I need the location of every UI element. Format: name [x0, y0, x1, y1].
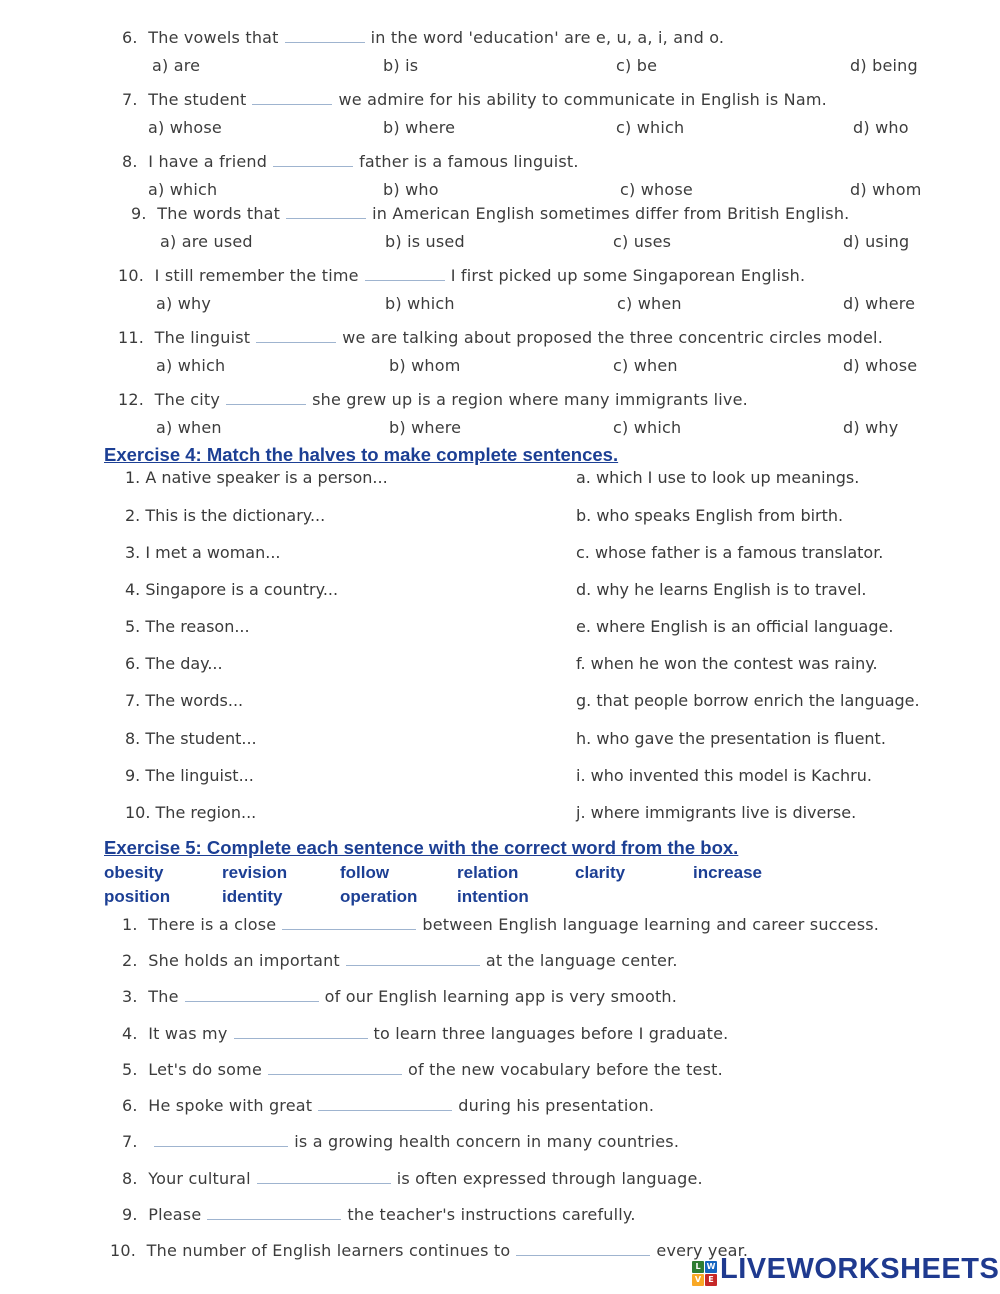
- option-c[interactable]: c) when: [613, 356, 678, 375]
- match-right-item[interactable]: h. who gave the presentation is fluent.: [576, 729, 886, 748]
- ex5-q8: [122, 1169, 703, 1188]
- q-num: 6.: [122, 1096, 138, 1115]
- q-post: of the new vocabulary before the test.: [408, 1060, 723, 1079]
- option-c[interactable]: c) when: [617, 294, 682, 313]
- q-post: I first picked up some Singaporean English.: [450, 266, 806, 285]
- q-pre: The words that: [157, 204, 281, 223]
- answer-blank[interactable]: [286, 204, 366, 219]
- option-d[interactable]: d) where: [843, 294, 916, 313]
- ex5-q4: [122, 1024, 728, 1043]
- option-d[interactable]: d) why: [843, 418, 899, 437]
- answer-blank[interactable]: [252, 90, 332, 105]
- answer-blank[interactable]: [226, 390, 306, 405]
- logo-icon-letter: W: [706, 1262, 716, 1271]
- match-right-item[interactable]: b. who speaks English from birth.: [576, 506, 844, 525]
- option-a[interactable]: a) which: [156, 356, 226, 375]
- ex5-q2: [122, 951, 678, 970]
- logo-icon-letter: L: [692, 1261, 704, 1273]
- answer-blank[interactable]: [207, 1205, 341, 1220]
- match-left-item[interactable]: 1. A native speaker is a person...: [125, 468, 388, 487]
- option-b[interactable]: b) where: [389, 418, 462, 437]
- q-pre: The vowels that: [148, 28, 279, 47]
- q-num: 7.: [122, 90, 138, 109]
- answer-blank[interactable]: [285, 28, 365, 43]
- match-right-item[interactable]: g. that people borrow enrich the language.: [576, 691, 920, 710]
- q-num: 9.: [131, 204, 147, 223]
- answer-blank[interactable]: [273, 152, 353, 167]
- answer-blank[interactable]: [516, 1241, 650, 1256]
- word-box-item: operation: [340, 887, 418, 906]
- ex3-q12: [118, 390, 748, 409]
- option-a[interactable]: a) are used: [160, 232, 253, 251]
- q-num: 4.: [122, 1024, 138, 1043]
- match-right-item[interactable]: c. whose father is a famous translator.: [576, 543, 884, 562]
- option-a[interactable]: a) whose: [148, 118, 222, 137]
- answer-blank[interactable]: [154, 1132, 288, 1147]
- option-d[interactable]: d) whose: [843, 356, 918, 375]
- ex5-q1: [122, 915, 879, 934]
- q-post: during his presentation.: [458, 1096, 655, 1115]
- ex5-q9: [122, 1205, 636, 1224]
- option-c[interactable]: c) which: [613, 418, 682, 437]
- match-right-item[interactable]: j. where immigrants live is diverse.: [576, 803, 857, 822]
- q-pre: The student: [148, 90, 247, 109]
- ex3-q8: [122, 152, 579, 171]
- word-box-item: increase: [693, 863, 762, 882]
- q-pre: The linguist: [154, 328, 251, 347]
- q-num: 8.: [122, 1169, 138, 1188]
- q-pre: Let's do some: [148, 1060, 263, 1079]
- q-pre: She holds an important: [148, 951, 340, 970]
- option-b[interactable]: b) who: [383, 180, 439, 199]
- answer-blank[interactable]: [318, 1096, 452, 1111]
- q-num: 6.: [122, 28, 138, 47]
- match-left-item[interactable]: 5. The reason...: [125, 617, 250, 636]
- logo-icon-letter: V: [692, 1274, 704, 1286]
- option-b[interactable]: b) where: [383, 118, 456, 137]
- q-pre: The: [148, 987, 179, 1006]
- answer-blank[interactable]: [346, 951, 480, 966]
- match-right-item[interactable]: e. where English is an official language.: [576, 617, 894, 636]
- match-left-item[interactable]: 6. The day...: [125, 654, 223, 673]
- q-num: 7.: [122, 1132, 138, 1151]
- option-c[interactable]: c) uses: [613, 232, 672, 251]
- answer-blank[interactable]: [256, 328, 336, 343]
- q-post: the teacher's instructions carefully.: [347, 1205, 636, 1224]
- match-left-item[interactable]: 9. The linguist...: [125, 766, 254, 785]
- word-box-item: intention: [457, 887, 529, 906]
- q-post: in the word 'education' are e, u, a, i, and o.: [370, 28, 725, 47]
- match-left-item[interactable]: 7. The words...: [125, 691, 244, 710]
- option-c[interactable]: c) which: [616, 118, 685, 137]
- logo-icon-letter: E: [705, 1274, 717, 1286]
- match-right-item[interactable]: i. who invented this model is Kachru.: [576, 766, 872, 785]
- q-num: 8.: [122, 152, 138, 171]
- answer-blank[interactable]: [185, 987, 319, 1002]
- option-d[interactable]: d) whom: [850, 180, 922, 199]
- option-b[interactable]: b) which: [385, 294, 455, 313]
- option-b[interactable]: b) is used: [385, 232, 465, 251]
- exercise-4-heading: Exercise 4: Match the halves to make complete sentences.: [104, 444, 619, 465]
- q-pre: Please: [148, 1205, 202, 1224]
- match-left-item[interactable]: 2. This is the dictionary...: [125, 506, 326, 525]
- q-num: 1.: [122, 915, 138, 934]
- option-a[interactable]: a) when: [156, 418, 222, 437]
- q-pre: The city: [154, 390, 221, 409]
- q-pre: I still remember the time: [154, 266, 359, 285]
- word-box-item: follow: [340, 863, 390, 882]
- q-post: between English language learning and career success.: [422, 915, 880, 934]
- option-c[interactable]: c) be: [616, 56, 658, 75]
- word-box-item: clarity: [575, 863, 626, 882]
- q-pre: Your cultural: [148, 1169, 251, 1188]
- q-num: 10.: [110, 1241, 137, 1260]
- match-left-item[interactable]: 3. I met a woman...: [125, 543, 281, 562]
- word-box-item: revision: [222, 863, 288, 882]
- ex5-q3: [122, 987, 677, 1006]
- q-num: 10.: [118, 266, 145, 285]
- q-pre: I have a friend: [148, 152, 268, 171]
- ex3-q6: [122, 28, 724, 47]
- ex3-q11: [118, 328, 883, 347]
- q-post: of our English learning app is very smooth.: [324, 987, 678, 1006]
- q-pre: The number of English learners continues to: [146, 1241, 511, 1260]
- option-d[interactable]: d) being: [850, 56, 918, 75]
- q-num: 3.: [122, 987, 138, 1006]
- q-post: is often expressed through language.: [396, 1169, 703, 1188]
- q-num: 9.: [122, 1205, 138, 1224]
- match-left-item[interactable]: 8. The student...: [125, 729, 257, 748]
- option-a[interactable]: a) are: [152, 56, 201, 75]
- match-right-item[interactable]: d. why he learns English is to travel.: [576, 580, 867, 599]
- match-left-item[interactable]: 4. Singapore is a country...: [125, 580, 339, 599]
- ex5-q5: [122, 1060, 723, 1079]
- liveworksheets-logo[interactable]: [692, 1253, 999, 1286]
- option-b[interactable]: b) is: [383, 56, 419, 75]
- liveworksheets-logo-text: LIVEWORKSHEETS: [720, 1253, 1000, 1285]
- ex5-q10: [110, 1241, 748, 1260]
- ex5-q7: [122, 1132, 679, 1151]
- q-post: we are talking about proposed the three concentric circles model.: [342, 328, 883, 347]
- q-pre: It was my: [148, 1024, 228, 1043]
- q-num: 5.: [122, 1060, 138, 1079]
- ex3-q10: [118, 266, 805, 285]
- q-num: 12.: [118, 390, 145, 409]
- q-post: every year.: [656, 1241, 749, 1260]
- word-box-item: obesity: [104, 863, 164, 882]
- q-num: 2.: [122, 951, 138, 970]
- answer-blank[interactable]: [268, 1060, 402, 1075]
- q-post: at the language center.: [485, 951, 678, 970]
- q-post: is a growing health concern in many countries.: [294, 1132, 680, 1151]
- option-d[interactable]: d) using: [843, 232, 910, 251]
- q-post: in American English sometimes differ from British English.: [372, 204, 850, 223]
- option-c[interactable]: c) whose: [620, 180, 693, 199]
- option-a[interactable]: a) why: [156, 294, 212, 313]
- match-right-item[interactable]: f. when he won the contest was rainy.: [576, 654, 878, 673]
- match-right-item[interactable]: a. which I use to look up meanings.: [576, 468, 860, 487]
- exercise-5-heading: Exercise 5: Complete each sentence with the correct word from the box.: [104, 837, 739, 858]
- word-box-item: identity: [222, 887, 283, 906]
- q-post: she grew up is a region where many immigrants live.: [312, 390, 748, 409]
- answer-blank[interactable]: [365, 266, 445, 281]
- ex3-q7: [122, 90, 827, 109]
- q-pre: There is a close: [148, 915, 277, 934]
- word-box-item: position: [104, 887, 171, 906]
- ex5-q6: [122, 1096, 654, 1115]
- ex3-q9: [131, 204, 849, 223]
- q-post: father is a famous linguist.: [359, 152, 579, 171]
- option-b[interactable]: b) whom: [389, 356, 461, 375]
- liveworksheets-logo-icon: [692, 1261, 717, 1286]
- q-post: we admire for his ability to communicate in English is Nam.: [338, 90, 827, 109]
- word-box-item: relation: [457, 863, 519, 882]
- answer-blank[interactable]: [234, 1024, 368, 1039]
- q-pre: He spoke with great: [148, 1096, 313, 1115]
- answer-blank[interactable]: [257, 1169, 391, 1184]
- match-left-item[interactable]: 10. The region...: [125, 803, 257, 822]
- q-post: to learn three languages before I graduate.: [373, 1024, 729, 1043]
- option-a[interactable]: a) which: [148, 180, 218, 199]
- answer-blank[interactable]: [282, 915, 416, 930]
- option-d[interactable]: d) who: [853, 118, 909, 137]
- q-num: 11.: [118, 328, 145, 347]
